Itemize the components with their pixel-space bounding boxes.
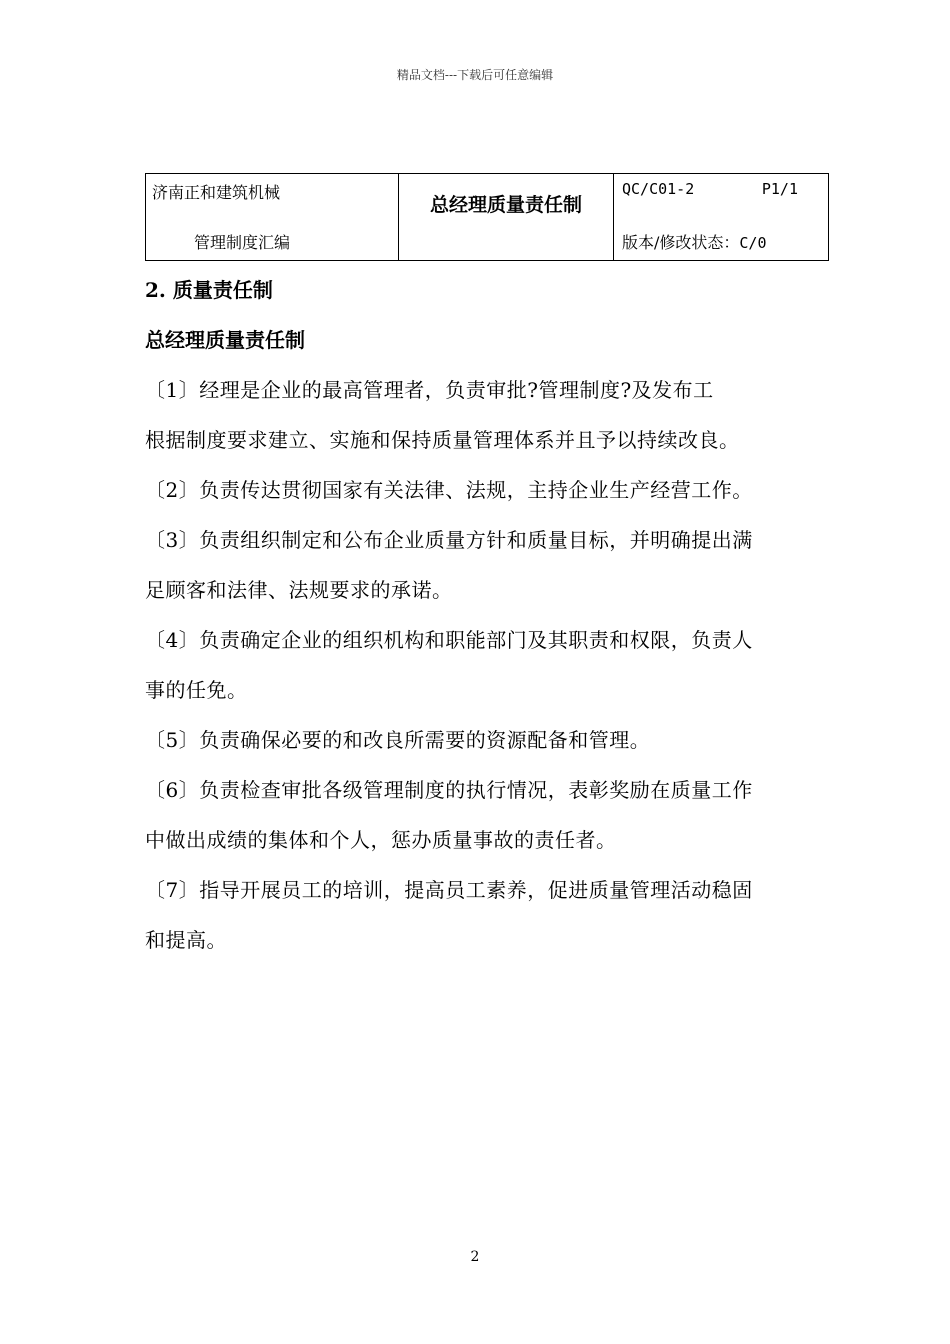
- body-line: 〔5〕负责确保必要的和改良所需要的资源配备和管理。: [145, 728, 651, 752]
- body-line: 〔2〕负责传达贯彻国家有关法律、法规，主持企业生产经营工作。: [145, 478, 753, 502]
- body-line: 〔4〕负责确定企业的组织机构和职能部门及其职责和权限，负责人: [145, 628, 753, 652]
- page-header-watermark: 精品文档---下载后可任意编辑: [396, 68, 554, 82]
- page-number: 2: [470, 1249, 480, 1265]
- version-label: 版本/修改状态：: [622, 233, 740, 252]
- title-cell: [399, 174, 614, 261]
- sub-heading: 总经理质量责任制: [145, 328, 305, 352]
- meta-cell: [614, 174, 829, 261]
- body-line: 根据制度要求建立、实施和保持质量管理体系并且予以持续改良。: [145, 428, 740, 452]
- document-code: QC/C01-2: [622, 180, 695, 198]
- document-info-table: [145, 173, 829, 261]
- document-page-count: P1/1: [761, 180, 798, 198]
- body-line: 〔7〕指导开展员工的培训，提高员工素养，促进质量管理活动稳固: [145, 878, 753, 902]
- body-line: 〔1〕经理是企业的最高管理者，负责审批?管理制度?及发布工: [145, 378, 714, 402]
- company-cell: [146, 174, 399, 261]
- version-status: [622, 230, 767, 253]
- body-line: 事的任免。: [145, 678, 248, 702]
- company-name: 济南正和建筑机械: [152, 183, 281, 202]
- version-value: C/0: [739, 234, 767, 252]
- body-line: 足顾客和法律、法规要求的承诺。: [145, 578, 453, 602]
- section-heading: 2. 质量责任制: [145, 278, 273, 302]
- body-line: 中做出成绩的集体和个人，惩办质量事故的责任者。: [145, 828, 617, 852]
- compilation-name: 管理制度汇编: [194, 233, 291, 252]
- body-line: 〔6〕负责检查审批各级管理制度的执行情况，表彰奖励在质量工作: [145, 778, 753, 802]
- body-line: 〔3〕负责组织制定和公布企业质量方针和质量目标，并明确提出满: [145, 528, 753, 552]
- document-title: 总经理质量责任制: [429, 194, 582, 216]
- body-line: 和提高。: [145, 928, 227, 952]
